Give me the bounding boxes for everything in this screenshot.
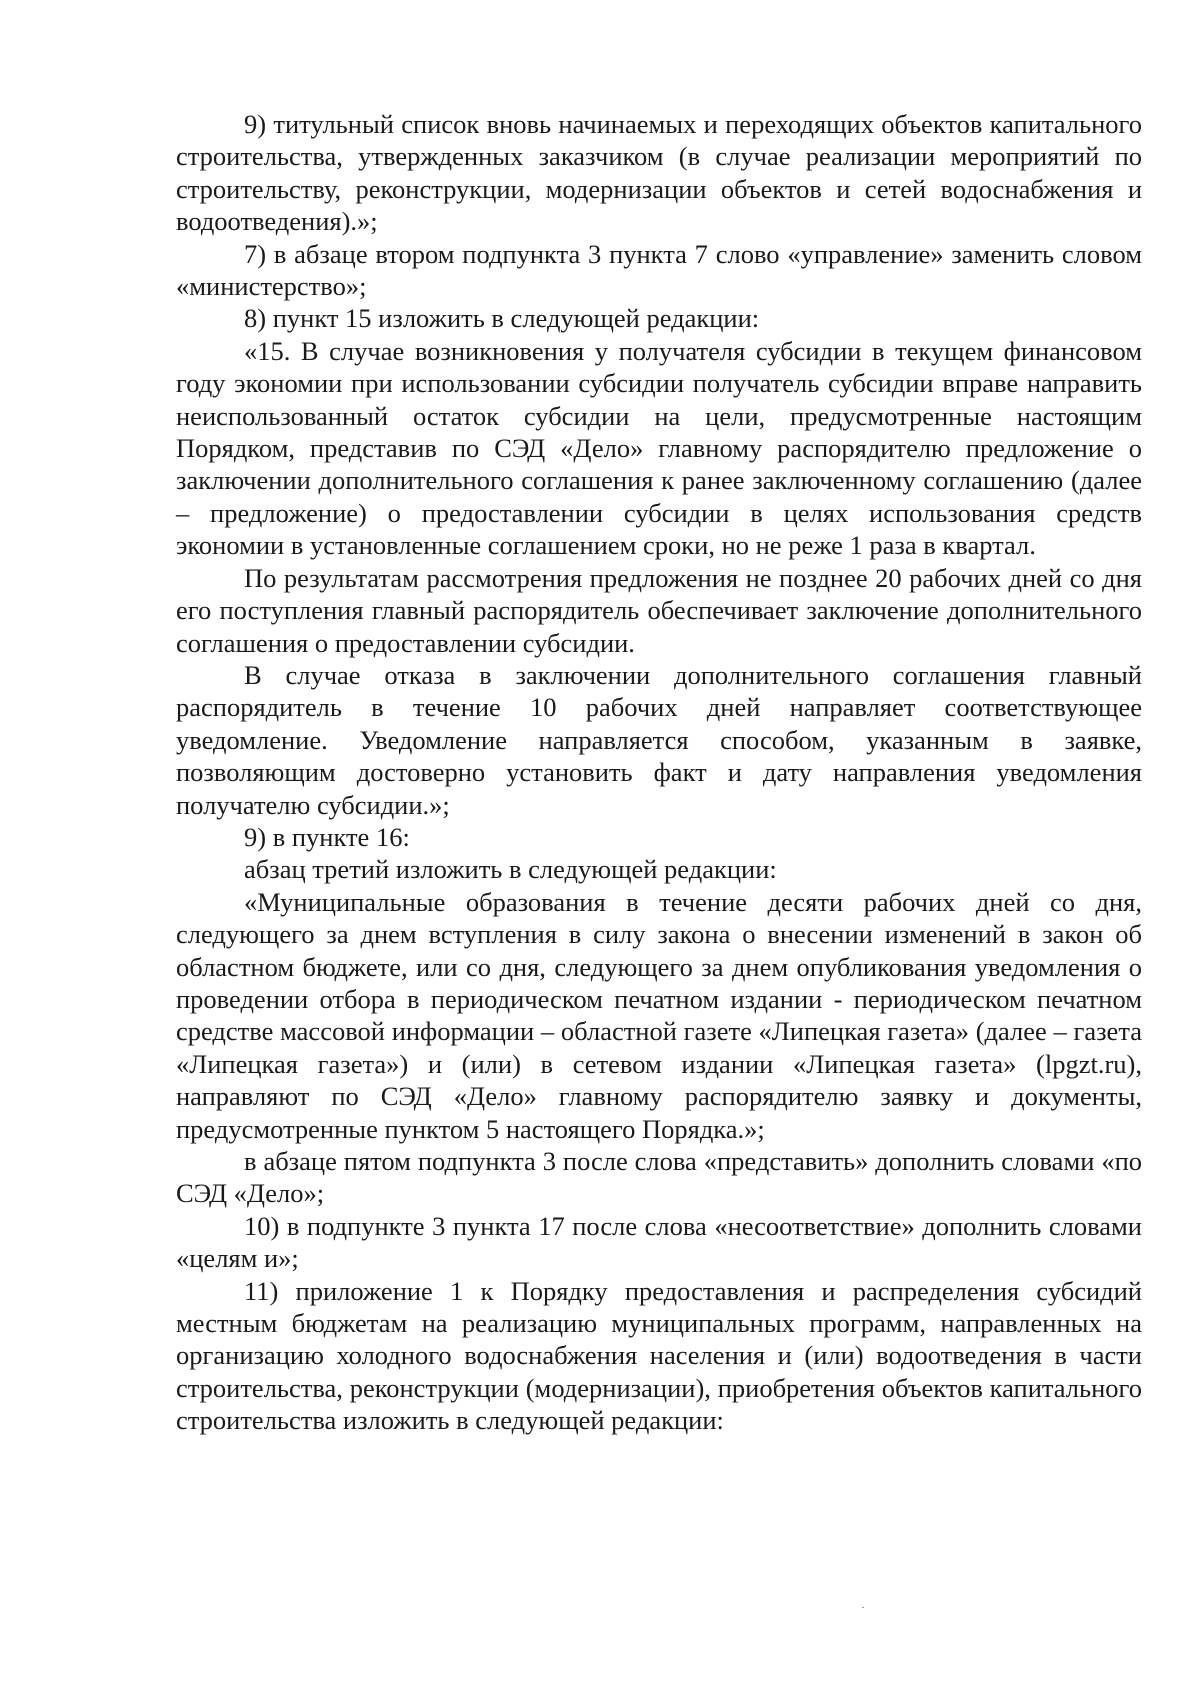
paragraph-point-15: «15. В случае возникновения у получателя субсидии в текущем финансовом году экономии при использовании субсидии получатель субсидии вправе направить неиспользованный остаток субсидии на цели, предусмотренные настоящим Порядком, представив по СЭД «Дело» главному распорядителю предложение о заключении дополнительного соглашения к ранее заключенному соглашению (далее – предложение) о предоставлении субсидии в целях использования средств экономии в установленные соглашением сроки, но не реже 1 раза в квартал. xyxy=(176,335,1142,561)
paragraph-amendment-10: 10) в подпункте 3 пункта 17 после слова «несоответствие» дополнить словами «целям и»; xyxy=(176,1210,1142,1274)
paragraph-amendment-7: 7) в абзаце втором подпункта 3 пункта 7 слово «управление» заменить словом «министерство»; xyxy=(176,238,1142,302)
document-page xyxy=(176,108,1142,1437)
paragraph-municipal-applications: «Муниципальные образования в течение десяти рабочих дней со дня, следующего за днем вступления в силу закона о внесении изменений в закон об областном бюджете, или со дня, следующего за днем опубликования уведомления о проведении отбора в периодическом печатном издании - периодическом печатном средстве массовой информации – областной газете «Липецкая газета» (далее – газета «Липецкая газета») и (или) в сетевом издании «Липецкая газета» (lpgzt.ru), направляют по СЭД «Дело» главному распорядителю заявку и документы, предусмотренные пунктом 5 настоящего Порядка.»; xyxy=(176,886,1142,1144)
scan-speck xyxy=(862,1607,864,1608)
paragraph-amendment-9: 9) в пункте 16: xyxy=(244,821,410,852)
paragraph-fifth-abzats: в абзаце пятом подпункта 3 после слова «представить» дополнить словами «по СЭД «Дело»; xyxy=(176,1146,1142,1209)
paragraph-item-9-title-list: 9) титульный список вновь начинаемых и переходящих объектов капитального строительства, утвержденных заказчиком (в случае реализации мероприятий по строительству, реконструкции, модернизации объектов и сетей водоснабжения и водоотведения).»; xyxy=(176,109,1142,237)
paragraph-amendment-8: 8) пункт 15 изложить в следующей редакции: xyxy=(244,303,760,334)
paragraph-point-15-refusal: В случае отказа в заключении дополнительного соглашения главный распорядитель в течение 10 рабочих дней направляет соответствующее уведомление. Уведомление направляется способом, указанным в заявке, позволяющим достоверно установить факт и дату направления уведомления получателю субсидии.»; xyxy=(176,659,1142,820)
paragraph-point-15-review: По результатам рассмотрения предложения не позднее 20 рабочих дней со дня его поступления главный распорядитель обеспечивает заключение дополнительного соглашения о предоставлении субсидии. xyxy=(176,562,1142,658)
paragraph-amendment-11: 11) приложение 1 к Порядку предоставления и распределения субсидий местным бюджетам на реализацию муниципальных программ, направленных на организацию холодного водоснабжения населения и (или) водоотведения в части строительства, реконструкции (модернизации), приобретения объектов капитального строительства изложить в следующей редакции: xyxy=(176,1275,1142,1436)
paragraph-third-abzats: абзац третий изложить в следующей редакции: xyxy=(244,854,777,885)
